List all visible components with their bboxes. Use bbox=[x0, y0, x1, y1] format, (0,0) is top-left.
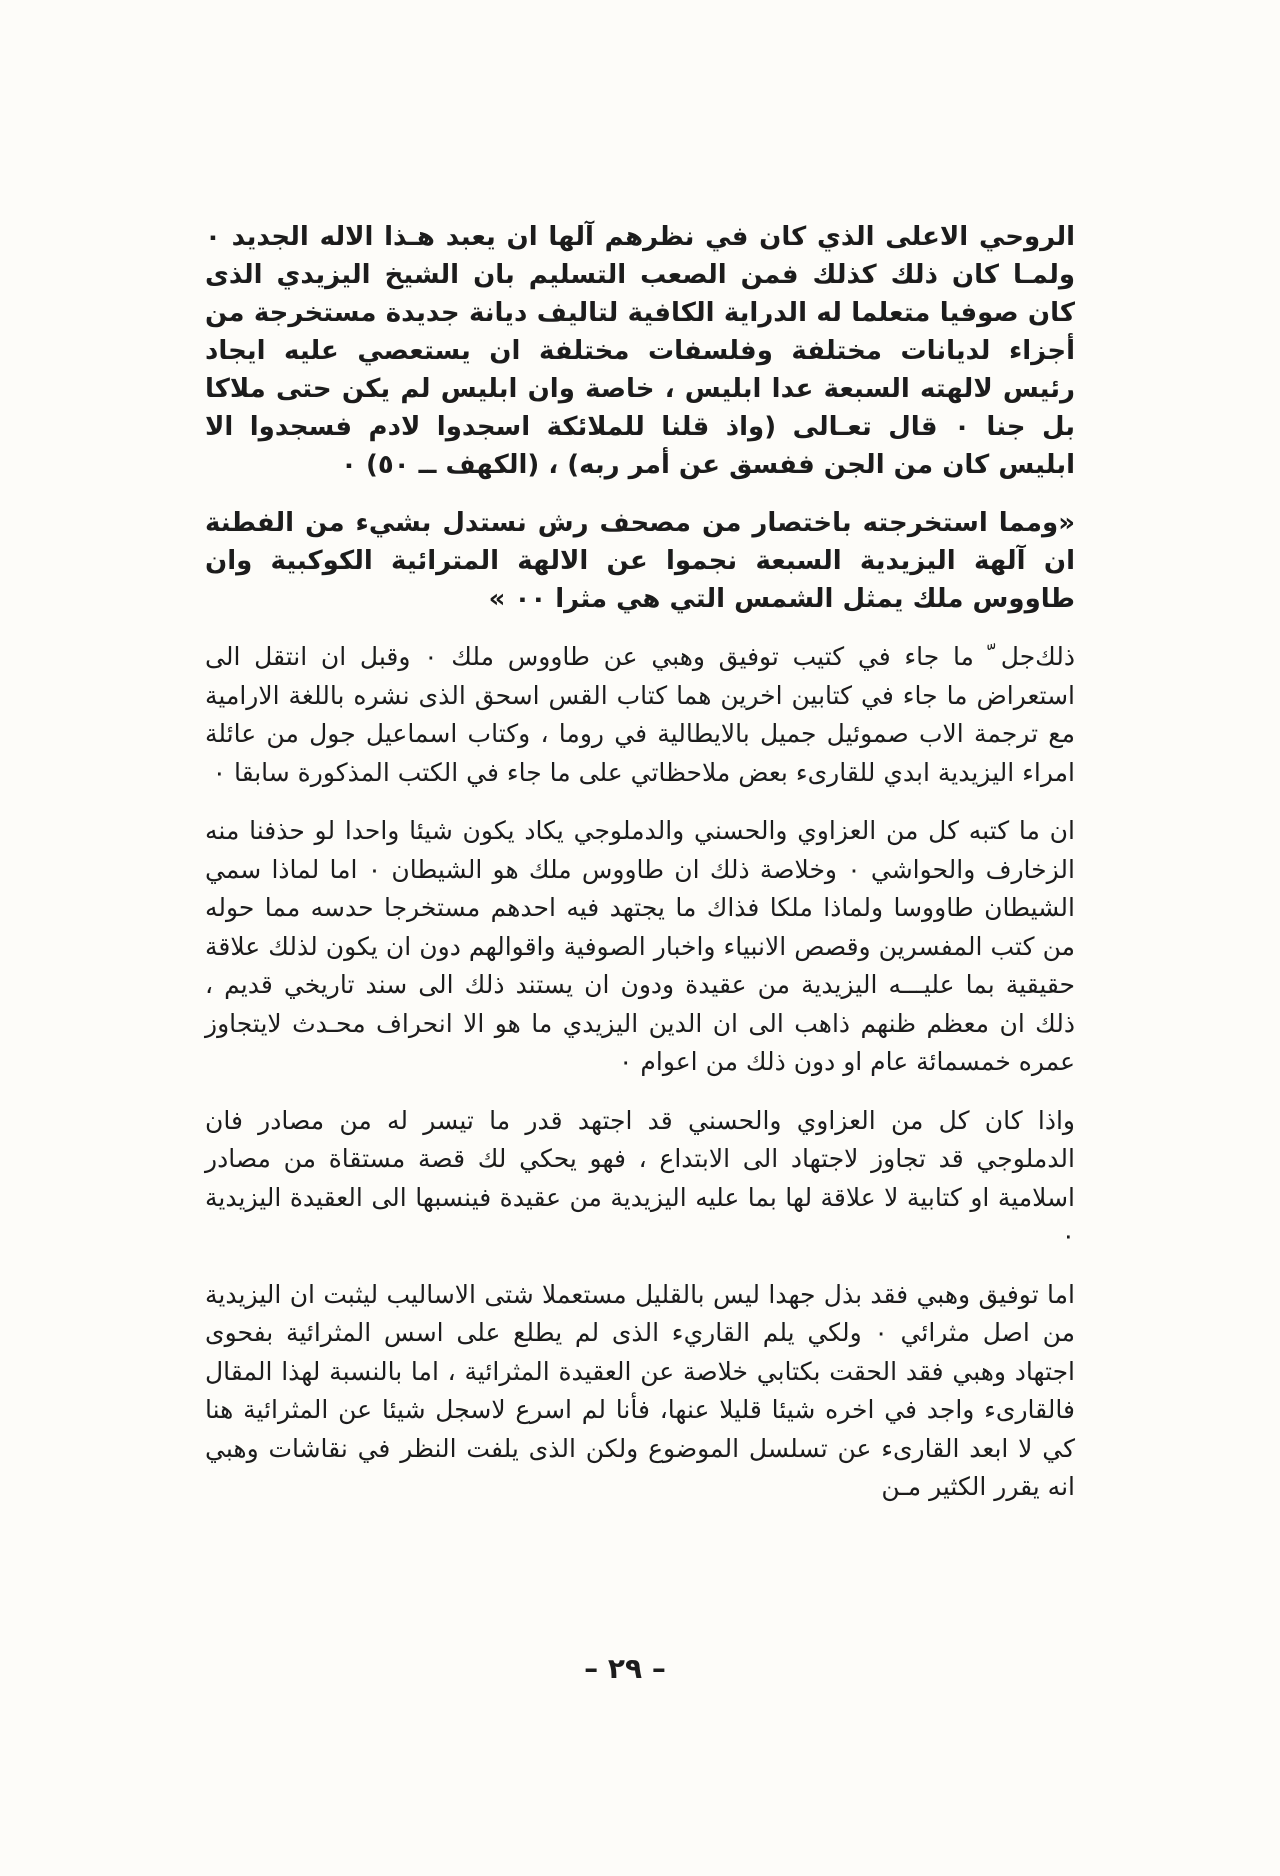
paragraph-4: ان ما كتبه كل من العزاوي والحسني والدملوجي يكاد يكون شيئا واحدا لو حذفنا منه الزخارف والحواشي ٠ وخلاصة ذلك ان طاووس ملك هو الشيطان ٠ اما لماذا سمي الشيطان طاووسا ولماذا ملكا فذاك ما يجتهد فيه احدهم مستخرجا حدسه مما حوله من كتب المفسرين وقصص الانبياء واخبار الصوفية واقوالهم دون ان يكون لذلك علاقة حقيقية بما عليـــه اليزيدية من عقيدة ودون ان يستند ذلك الى سند تاريخي قديم ، ذلك ان معظم ظنهم ذاهب الى ان الدين اليزيدي ما هو الا انحراف محـدث لايتجاوز عمره خمسمائة عام او دون ذلك من اعوام ٠ bbox=[205, 816, 1075, 1076]
paragraph-3: ذلك‌جل ّ ما جاء في كتيب توفيق وهبي عن طاووس ملك ٠ وقبل ان انتقل الى استعراض ما جاء في كتابين اخرين هما كتاب القس اسحق الذى نشره باللغة الارامية مع ترجمة الاب صموئيل جميل بالايطالية في روما ، وكتاب اسماعيل جول من عائلة امراء اليزيدية ابدي للقارىء بعض ملاحظاتي على ما جاء في الكتب المذكورة سابقا ٠ bbox=[205, 642, 1075, 787]
paragraph-1: الروحي الاعلى الذي كان في نظرهم آلها ان يعبد هـذا الاله الجديد ٠ ولمـا كان ذلك كذلك فمن الصعب التسليم بان الشيخ اليزيدي الذى كان صوفيا متعلما له الدراية الكافية لتاليف ديانة جديدة مستخرجة من أجزاء لديانات مختلفة وفلسفات مختلفة ان يستعصي عليه ايجاد رئيس لالهته السبعة عدا ابليس ، خاصة وان ابليس لم يكن حتى ملاكا بل جنا ٠ قال تعـالى (واذ قلنا للملائكة اسجدوا لادم فسجدوا الا ابليس كان من الجن ففسق عن أمر ربه) ، (الكهف ــ ٥٠) ٠ bbox=[205, 222, 1075, 480]
paragraph-6: اما توفيق وهبي فقد بذل جهدا ليس بالقليل مستعملا شتى الاساليب ليثبت ان اليزيدية من اصل مثرائي ٠ ولكي يلم القاريء الذى لم يطلع على اسس المثرائية بفحوى اجتهاد وهبي فقد الحقت بكتابي خلاصة عن العقيدة المثرائية ، اما بالنسبة لهذا المقال فالقارىء واجد في اخره شيئا قليلا عنها، فأنا لم اسرع لاسجل شيئا عن المثرائية هنا كي لا ابعد القارىء عن تسلسل الموضوع ولكن الذى يلفت النظر في نقاشات وهبي انه يقرر الكثير مـن bbox=[205, 1279, 1075, 1501]
page-number: – ٢٩ – bbox=[584, 1652, 666, 1685]
paragraph-2-quote: «ومما استخرجته باختصار من مصحف رش نستدل بشيء من الفطنة ان آلهة اليزيدية السبعة نجموا عن الالهة المترائية الكوكبية وان طاووس ملك يمثل الشمس التي هي مثرا ٠٠ » bbox=[205, 508, 1075, 614]
page-body bbox=[205, 218, 1075, 1507]
paragraph-5: واذا كان كل من العزاوي والحسني قد اجتهد قدر ما تيسر له من مصادر فان الدملوجي قد تجاوز لاجتهاد الى الابتداع ، فهو يحكي لك قصة مستقاة من مصادر اسلامية او كتابية لا علاقة لها بما عليه اليزيدية من عقيدة فينسبها الى العقيدة اليزيدية ٠ bbox=[205, 1105, 1075, 1250]
